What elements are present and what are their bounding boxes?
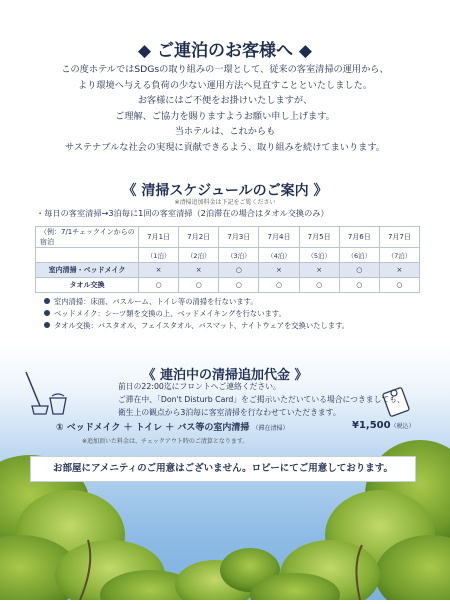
intro-line: ご理解、ご協力を賜りますようお願い申し上げます。 [115,110,335,122]
mark-cell: ○ [339,278,379,293]
mark-cell: ○ [299,278,339,293]
intro-line: 当ホテルは、これからも [174,126,276,137]
fee-item-suffix: （滞在清掃） [252,425,289,432]
row-label-towel: タオル交換 [36,278,139,293]
nights-cell: （3泊） [219,248,259,263]
legend-text: 室内清掃：床面、バスルーム、トイレ等の清掃を行ないます。 [54,297,258,306]
fee-price [352,420,415,431]
mark-cell: × [179,263,219,278]
nights-cell: （2泊） [179,248,219,263]
date-cell: 7月1日 [139,227,179,248]
empty-cell [36,248,139,263]
mark-cell: × [259,263,299,278]
mark-cell: ○ [219,278,259,293]
notice-title: ◆ ご連泊のお客様へ ◆ [138,41,312,61]
legend-text: ベッドメイク：シーツ類を交換の上、ベッドメイキングを行ないます。 [54,309,286,318]
bullet-icon [44,322,50,328]
date-cell: 7月2日 [179,227,219,248]
intro-line: サステナブルな社会の実現に貢献できるよう、取り組みを続けてまいります。 [65,141,385,153]
date-cell: 7月3日 [219,227,259,248]
schedule-title: 《 清掃スケジュールのご案内 》 [122,183,328,199]
mark-cell: ○ [259,278,299,293]
fee-description [118,380,405,419]
mark-cell: × [139,263,179,278]
mark-cell: ○ [379,278,419,293]
nights-cell: （5泊） [299,248,339,263]
intro-line: より環境へ与える負荷の少ない運用方法へ見直すことといたしました。 [78,79,372,91]
table-row [36,227,420,248]
intro-text [0,62,450,155]
fee-item-label: ベッドメイク ＋ トイレ ＋ バス等の室内清掃 [66,423,250,433]
date-cell: 7月7日 [379,227,419,248]
price-suffix: （税込） [390,423,415,430]
legend-item [44,320,349,332]
bullet-icon [44,298,50,304]
mark-cell: × [379,263,419,278]
mark-cell: ○ [339,263,379,278]
cleaning-schedule-table [35,226,420,293]
legend-item [44,308,349,320]
price-value: ¥1,500 [352,420,391,431]
bullet-icon [44,310,50,316]
date-cell: 7月5日 [299,227,339,248]
mark-cell: ○ [179,278,219,293]
fee-title: 《 連泊中の清掃追加代金 》 [142,368,308,383]
fee-desc-line: 前日の22:00迄にフロントへご連絡ください。 [118,382,281,391]
table-row [36,248,420,263]
date-cell: 7月4日 [259,227,299,248]
schedule-description: ・毎日の客室清掃→3泊毎に1回の客室清掃（2泊滞在の場合はタオル交換のみ） [36,208,329,218]
mark-cell: × [299,263,339,278]
example-label: （例：7/1チェックインからの宿泊 [36,227,139,248]
fee-item [56,420,289,433]
fee-desc-line: ご滞在中、「Don't Disturb Card」をご掲示いただいている場合につきましても、 [118,395,405,404]
mark-cell: ○ [219,263,259,278]
fee-item-number: ① [56,423,64,433]
fee-note: ※追加頂いた料金は、チェックアウト時のご清算となります。 [82,438,249,445]
row-label-cleaning: 室内清掃・ベッドメイク [36,263,139,278]
fee-desc-line: 衛生上の観点から3泊毎に客室清掃を行なわせていただきます。 [118,408,341,417]
nights-cell: （7泊） [379,248,419,263]
legend-text: タオル交換：バスタオル、フェイスタオル、バスマット、ナイトウェアを交換いたします。 [54,321,350,330]
nights-cell: （6泊） [339,248,379,263]
table-row [36,263,420,278]
date-cell: 7月6日 [339,227,379,248]
nights-cell: （1泊） [139,248,179,263]
legend-item [44,296,349,308]
cleaning-legend [44,296,349,332]
mark-cell: ○ [139,278,179,293]
intro-line: お客様にはご不便をお掛けいたしますが、 [137,95,313,106]
amenity-notice: お部屋にアメニティのご用意はございません。ロビーにてご用意しております。 [30,456,416,482]
nights-cell: （4泊） [259,248,299,263]
table-row [36,278,420,293]
intro-line: この度ホテルではSDGsの取り組みの一環として、従来の客室清掃の運用から、 [61,64,389,75]
schedule-small-note: ※清掃追加料金は下記をご覧ください [174,199,276,206]
